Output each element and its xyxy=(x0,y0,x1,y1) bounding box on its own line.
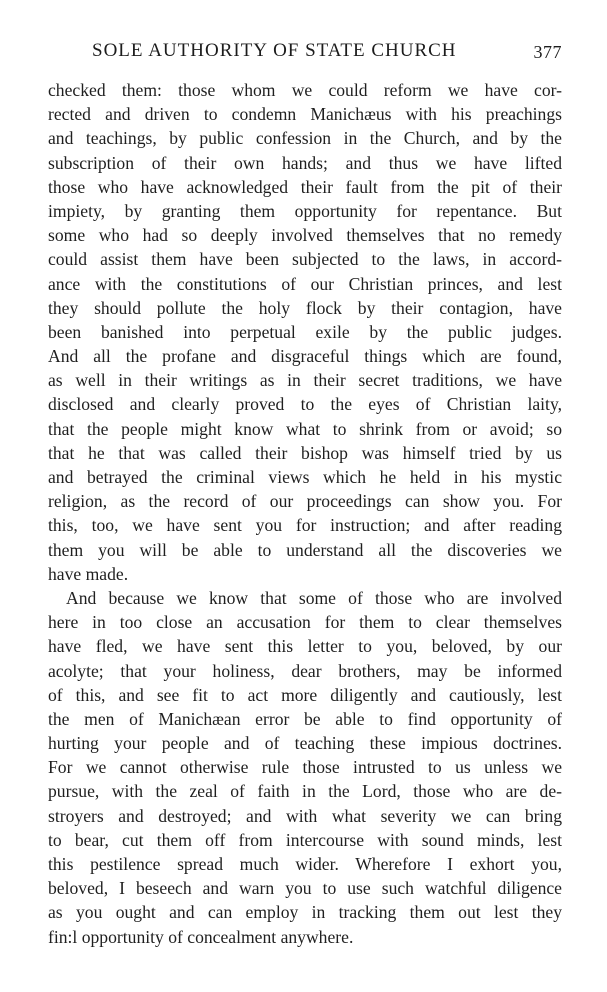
text-line: this pestilence spread much wider. Wherefore I exhort you, xyxy=(48,854,562,874)
text-line: could assist them have been subjected to the laws, in accord- xyxy=(48,249,562,270)
text-line: For we cannot otherwise rule those intrusted to us unless we xyxy=(48,757,562,778)
text-line: this, too, we have sent you for instruction; and after reading xyxy=(48,515,562,536)
text-line: and teachings, by public confession in the Church, and by the xyxy=(48,128,562,149)
text-line: to bear, cut them off from intercourse with sound minds, lest xyxy=(48,829,562,850)
text-line: hurting your people and of teaching these impious doctrines. xyxy=(48,733,562,754)
text-line: beloved, I beseech and warn you to use such watchful diligence xyxy=(48,878,562,899)
text-line: rected and driven to condemn Manichæus with his preachings xyxy=(48,104,562,125)
text-line: have made. xyxy=(48,563,129,584)
text-line: have fled, we have sent this letter to you, beloved, by our xyxy=(48,636,562,657)
text-line: as well in their writings as in their secret traditions, we have xyxy=(48,370,562,391)
text-line: acolyte; that your holiness, dear brothers, may be informed xyxy=(48,660,562,681)
text-line: here in too close an accusation for them to clear themselves xyxy=(48,612,562,633)
text-line: religion, as the record of our proceedings can show you. For xyxy=(48,491,562,512)
text-line: subscription of their own hands; and thus we have lifted xyxy=(48,152,562,173)
running-head: SOLE AUTHORITY OF STATE CHURCH xyxy=(92,40,457,61)
text-line: of this, and see fit to act more diligently and cautiously, lest xyxy=(48,684,562,705)
paragraph-2 xyxy=(48,586,562,949)
text-line: And because we know that some of those who are involved xyxy=(66,587,562,608)
text-line: and betrayed the criminal views which he held in his mystic xyxy=(48,467,562,487)
text-line: pursue, with the zeal of faith in the Lord, those who are de- xyxy=(48,781,562,802)
text-line: checked them: those whom we could reform we have cor- xyxy=(48,80,562,100)
text-line: fin:l opportunity of concealment anywhere. xyxy=(48,926,354,947)
text-line: that he that was called their bishop was himself tried by us xyxy=(48,442,562,463)
body-text xyxy=(48,78,562,949)
text-line: as you ought and can employ in tracking them out lest they xyxy=(48,902,562,923)
text-line: that the people might know what to shrink from or avoid; so xyxy=(48,418,562,439)
text-line: stroyers and destroyed; and with what severity we can bring xyxy=(48,805,562,826)
page-number: 377 xyxy=(533,42,562,62)
text-line: And all the profane and disgraceful things which are found, xyxy=(48,346,562,367)
text-line: some who had so deeply involved themselves that no remedy xyxy=(48,225,562,246)
text-line: the men of Manichæan error be able to find opportunity of xyxy=(48,708,562,729)
text-line: disclosed and clearly proved to the eyes of Christian laity, xyxy=(48,394,562,415)
page-header xyxy=(92,40,562,66)
text-line: been banished into perpetual exile by the public judges. xyxy=(48,321,562,342)
text-line: ance with the constitutions of our Christian princes, and lest xyxy=(48,273,562,294)
text-line: impiety, by granting them opportunity for repentance. But xyxy=(48,200,562,221)
text-line: them you will be able to understand all the discoveries we xyxy=(48,539,562,560)
paragraph-1 xyxy=(48,78,562,586)
text-line: they should pollute the holy flock by their contagion, have xyxy=(48,297,562,318)
text-line: those who have acknowledged their fault from the pit of their xyxy=(48,176,562,197)
